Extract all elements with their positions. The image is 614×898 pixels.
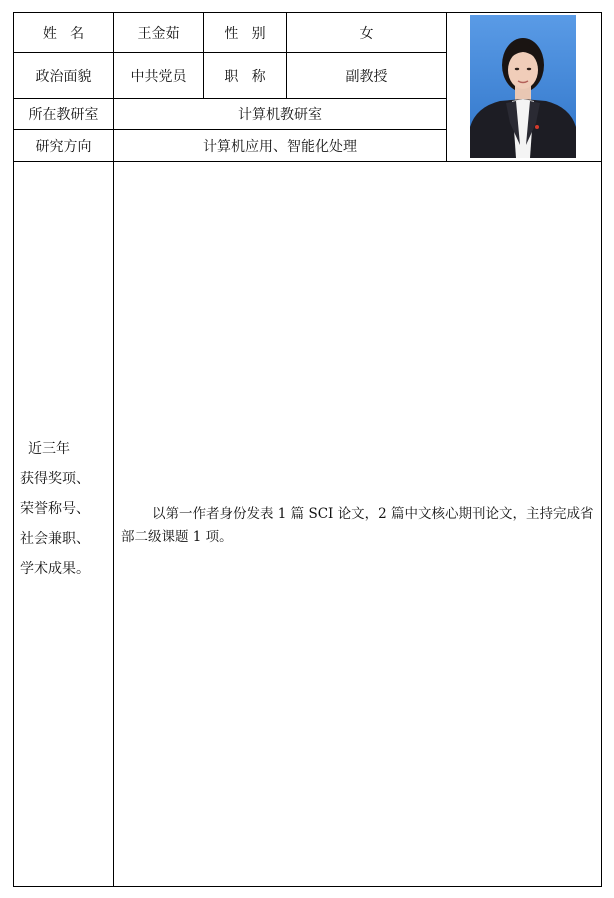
gender-value: 女 [359, 25, 374, 42]
portrait-photo [470, 15, 576, 158]
achievements-label-line: 社会兼职、 [20, 531, 90, 547]
gender-label: 性 别 [224, 25, 266, 42]
name-label: 姓 名 [42, 25, 85, 42]
achievements-text: 以第一作者身份发表 1 篇 SCI 论文，2 篇中文核心期刊论文，主持完成省部二级课题 1 项。 [121, 506, 594, 545]
politics-value: 中共党员 [130, 68, 187, 85]
portrait-photo-image [470, 15, 576, 158]
col-divider-4 [446, 12, 447, 162]
politics-label: 政治面貌 [35, 68, 92, 85]
title-value: 副教授 [345, 68, 388, 85]
achievements-label [20, 434, 112, 584]
table-border-bottom [13, 886, 602, 887]
achievements-label-line: 学术成果。 [20, 561, 90, 577]
research-label: 研究方向 [35, 138, 92, 155]
achievements-label-line: 荣誉称号、 [20, 501, 90, 517]
achievements-label-line: 获得奖项、 [20, 471, 90, 487]
row-divider-4 [13, 161, 602, 162]
title-label: 职 称 [224, 68, 266, 85]
name-value: 王金茹 [137, 25, 180, 42]
dept-value: 计算机教研室 [238, 107, 322, 123]
research-value: 计算机应用、智能化处理 [203, 138, 357, 155]
achievements-label-line: 近三年 [28, 441, 70, 457]
dept-label: 所在教研室 [28, 107, 99, 123]
table-border-right [601, 12, 602, 887]
